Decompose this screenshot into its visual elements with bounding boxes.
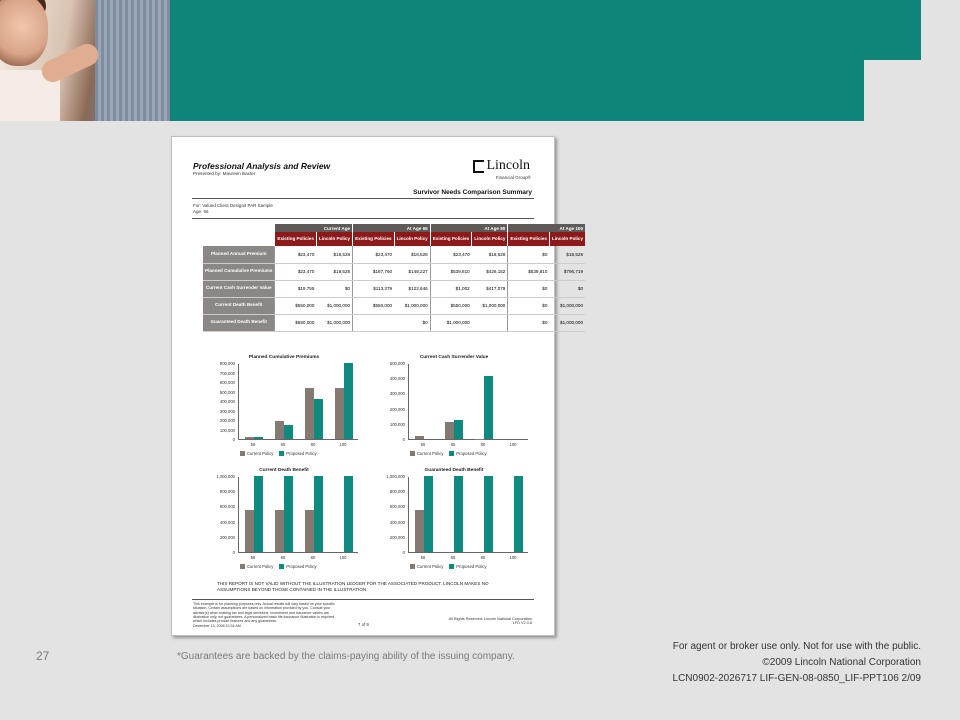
table-corner [203, 232, 275, 246]
row-label: Planned Annual Premium [203, 246, 275, 263]
lincoln-logo [473, 159, 530, 173]
table-row [203, 297, 585, 314]
table-cell: $0 [508, 246, 550, 263]
divider [192, 599, 534, 600]
table-cell: $1,000,000 [472, 297, 508, 314]
legend-item-current [240, 451, 273, 456]
col-header: Existing Policies [275, 232, 317, 246]
chart-title: Current Cash Surrender Value [419, 355, 489, 360]
y-tick-label: 500,000 [389, 361, 405, 366]
bar-current-policy [445, 422, 454, 439]
header-band-extension [864, 0, 921, 60]
table-cell: $0 [508, 280, 550, 297]
legend-swatch-current [410, 564, 415, 569]
y-tick-label: 400,000 [219, 399, 235, 404]
plot-area [408, 364, 528, 440]
x-tick-label: 80 [310, 442, 316, 447]
presented-by: Presented by: Maureen Baxter [193, 171, 256, 176]
bar-current-policy [275, 510, 284, 552]
x-tick-label: 65 [280, 442, 286, 447]
bar-current-policy [245, 437, 254, 439]
y-tick-label: 0 [402, 550, 405, 555]
y-tick-label: 400,000 [389, 376, 405, 382]
y-tick-label: 400,000 [219, 519, 235, 525]
table-cell: $539,810 [508, 263, 550, 280]
bar-current-policy [305, 388, 314, 439]
bar-proposed-policy [254, 437, 263, 439]
divider [192, 218, 534, 219]
legend-item-proposed [279, 564, 316, 569]
x-tick-label: 56 [250, 555, 256, 560]
table-cell: $19,755 [275, 280, 317, 297]
bar-proposed-policy [454, 476, 463, 552]
table-body [203, 246, 585, 331]
bar-chart [372, 355, 536, 469]
bar-proposed-policy [424, 476, 433, 552]
table-cell: $550,000 [430, 297, 472, 314]
y-tick-label: 0 [402, 437, 405, 442]
x-tick-label: 100 [509, 442, 517, 447]
y-tick-label: 100,000 [219, 427, 235, 433]
fine-print [193, 602, 343, 628]
plot-area [238, 364, 358, 440]
group-header: At Age 100 [508, 224, 585, 232]
chart-legend [240, 564, 317, 569]
table-cell: $0 [508, 297, 550, 314]
table-corner [203, 224, 275, 232]
col-header: Lincoln Policy [549, 232, 585, 246]
y-tick-label: 1,000,000 [386, 474, 405, 479]
bar-proposed-policy [484, 476, 493, 552]
bar-chart [202, 468, 366, 582]
bar-proposed-policy [514, 476, 523, 552]
table-cell: $23,470 [430, 246, 472, 263]
legend-swatch-current [240, 564, 245, 569]
y-tick-label: 0 [232, 550, 235, 555]
table-row [203, 263, 585, 280]
col-header: Lincoln Policy [316, 232, 352, 246]
legal-line-1: For agent or broker use only. Not for use with the public. [672, 641, 921, 652]
bar-chart [372, 468, 536, 582]
bar-proposed-policy [284, 425, 293, 439]
legend-item-current [410, 451, 443, 456]
rights-code: LFD V2.0.8 [512, 621, 532, 625]
y-tick-label: 300,000 [219, 408, 235, 414]
y-tick-label: 200,000 [389, 534, 405, 540]
y-tick-label: 800,000 [219, 489, 235, 495]
header-photo [0, 0, 170, 121]
y-tick-label: 600,000 [219, 380, 235, 385]
x-tick-label: 100 [339, 555, 347, 560]
lincoln-logo-mark-icon [473, 160, 484, 173]
bar-current-policy [275, 421, 284, 439]
y-tick-label: 600,000 [219, 504, 235, 510]
report-page [171, 136, 584, 636]
lincoln-logo-name: Lincoln [486, 158, 530, 173]
row-label: Planned Cumulative Premiums [203, 263, 275, 280]
col-header: Existing Policies [508, 232, 550, 246]
table-cell: $539,810 [430, 263, 472, 280]
row-label: Guaranteed Death Benefit [203, 314, 275, 331]
y-tick-label: 800,000 [219, 361, 235, 366]
x-tick-label: 100 [339, 442, 347, 447]
legend-label-proposed: Proposed Policy [286, 564, 317, 569]
bar-proposed-policy [314, 399, 323, 439]
bar-current-policy [245, 510, 254, 552]
table-cell: $0 [394, 314, 430, 331]
legend-item-current [240, 564, 273, 569]
table-cell: $23,470 [275, 263, 317, 280]
table-row [203, 314, 585, 331]
legend-label-current: Current Policy [247, 564, 274, 569]
for-line: For: Valued Client Designit PAR Sample [193, 203, 273, 208]
table-cell: $550,000 [275, 314, 317, 331]
table-cell: $417,079 [472, 280, 508, 297]
table-cell: $1,002 [430, 280, 472, 297]
y-tick-label: 600,000 [389, 504, 405, 510]
row-label: Current Cash Surrender Value [203, 280, 275, 297]
chart-title: Guaranteed Death Benefit [424, 468, 484, 473]
table-cell: $1,000,000 [316, 297, 352, 314]
legal-line-3: LCN0902-2026717 LIF-GEN-08-0850_LIF-PPT106 2/09 [672, 673, 921, 684]
legend-label-current: Current Policy [417, 564, 444, 569]
legend-item-current [410, 564, 443, 569]
legend-label-proposed: Proposed Policy [456, 564, 487, 569]
x-tick-label: 56 [420, 442, 426, 447]
rights-notice [449, 617, 532, 625]
table-cell: $18,528 [316, 246, 352, 263]
table-cell: $0 [316, 280, 352, 297]
legend-label-current: Current Policy [247, 451, 274, 456]
guarantee-note: *Guarantees are backed by the claims-paying ability of the issuing company. [177, 651, 515, 662]
table-cell: $1,000,000 [430, 314, 472, 331]
y-tick-label: 800,000 [389, 489, 405, 495]
legend-swatch-proposed [449, 451, 454, 456]
legend-swatch-current [240, 451, 245, 456]
x-tick-label: 100 [509, 555, 517, 560]
legend-item-proposed [279, 451, 316, 456]
y-tick-label: 1,000,000 [216, 474, 235, 479]
legend-swatch-proposed [279, 451, 284, 456]
bar-proposed-policy [284, 476, 293, 552]
x-tick-label: 80 [480, 555, 486, 560]
table-cell: $18,528 [394, 246, 430, 263]
page-indicator: 7 of 9 [358, 622, 369, 627]
table-row [203, 246, 585, 263]
group-header: At Age 65 [353, 224, 431, 232]
plot-area [408, 477, 528, 553]
bar-chart [202, 355, 366, 469]
bar-proposed-policy [344, 476, 353, 552]
legend-swatch-proposed [449, 564, 454, 569]
x-tick-label: 65 [450, 442, 456, 447]
x-tick-label: 56 [420, 555, 426, 560]
photo-arm [38, 40, 102, 85]
legend-label-current: Current Policy [417, 451, 444, 456]
legend-item-proposed [449, 564, 486, 569]
table-cell: $0 [549, 280, 585, 297]
table-row [203, 280, 585, 297]
bar-current-policy [335, 388, 344, 439]
x-tick-label: 56 [250, 442, 256, 447]
y-tick-label: 200,000 [389, 406, 405, 412]
table-cell: $18,528 [549, 246, 585, 263]
age-line: Age: 56 [193, 209, 209, 214]
fine-print-date: December 15, 2008 12:34 AM [193, 623, 241, 628]
chart-legend [240, 451, 317, 456]
x-tick-label: 65 [280, 555, 286, 560]
group-header: Current Age [275, 224, 353, 232]
y-tick-label: 100,000 [389, 421, 405, 427]
legend-swatch-current [410, 451, 415, 456]
bar-proposed-policy [254, 476, 263, 552]
table-cell: $18,528 [472, 246, 508, 263]
report-title: Professional Analysis and Review [193, 161, 331, 171]
chart-legend [410, 451, 487, 456]
y-tick-label: 700,000 [219, 370, 235, 376]
x-tick-label: 80 [310, 555, 316, 560]
col-header: Lincoln Policy [472, 232, 508, 246]
row-label: Current Death Benefit [203, 297, 275, 314]
table-cell [472, 314, 508, 331]
legal-line-2: ©2009 Lincoln National Corporation [762, 657, 921, 668]
group-header: At Age 80 [430, 224, 508, 232]
legal-notice [673, 639, 921, 687]
legend-label-proposed: Proposed Policy [286, 451, 317, 456]
summary-table [203, 224, 585, 332]
table-cell: $0 [508, 314, 550, 331]
photo-face [0, 0, 48, 66]
y-tick-label: 500,000 [219, 389, 235, 395]
table-cell: $23,470 [353, 246, 395, 263]
table-cell: $1,000,000 [316, 314, 352, 331]
y-tick-label: 0 [232, 437, 235, 442]
bar-current-policy [305, 510, 314, 552]
table-cell: $796,719 [549, 263, 585, 280]
chart-title: Current Death Benefit [259, 468, 309, 473]
fine-print-text: This example is for planning purposes only. Actual results will vary based on your specific situation. Certain assumptions are based on information provided by you. Consult your advisor(s) when making tax and legal decisions. Investment and insurance values are illustrative only, not guarantees. A personalized basic life insurance illustration is required which includes product features and any guarantees. [193, 602, 335, 624]
y-tick-label: 300,000 [389, 391, 405, 397]
bar-current-policy [415, 436, 424, 439]
chart-legend [410, 564, 487, 569]
legend-swatch-proposed [279, 564, 284, 569]
bar-proposed-policy [314, 476, 323, 552]
table-cell: $122,646 [394, 280, 430, 297]
y-tick-label: 400,000 [389, 519, 405, 525]
table-cell: $550,000 [353, 297, 395, 314]
col-header: Existing Policies [430, 232, 472, 246]
slide-number: 27 [36, 649, 50, 663]
table-cell: $550,000 [275, 297, 317, 314]
table-cell: $18,528 [316, 263, 352, 280]
x-tick-label: 80 [480, 442, 486, 447]
report-heading: Survivor Needs Comparison Summary [413, 189, 532, 196]
table-cell: $1,000,000 [549, 314, 585, 331]
bar-proposed-policy [454, 420, 463, 439]
y-tick-label: 200,000 [219, 418, 235, 423]
bar-current-policy [415, 510, 424, 552]
table-cell: $1,000,000 [394, 297, 430, 314]
bar-proposed-policy [344, 363, 353, 439]
divider [192, 198, 534, 199]
bar-proposed-policy [484, 376, 493, 439]
rights-text: All Rights Reserved. Lincoln National Corporation [448, 617, 532, 621]
table-cell: $113,379 [353, 280, 395, 297]
legend-label-proposed: Proposed Policy [456, 451, 487, 456]
legend-item-proposed [449, 451, 486, 456]
y-tick-label: 200,000 [219, 534, 235, 540]
table-cell [353, 314, 395, 331]
table-cell: $1,000,000 [549, 297, 585, 314]
table-cell: $148,227 [394, 263, 430, 280]
header-band [170, 0, 864, 121]
col-header: Existing Policies [353, 232, 395, 246]
disclaimer: THIS REPORT IS NOT VALID WITHOUT THE ILLUSTRATION LEDGER FOR THE ASSOCIATED PRODUCT. LINCOLN MAKES NO ASSUMPTIONS BEYOND THOSE CONTAINED IN THE ILLUSTRATION. [217, 581, 489, 592]
photo-fabric [95, 0, 170, 121]
plot-area [238, 477, 358, 553]
lincoln-logo-sub: Financial Group® [495, 175, 531, 180]
table-cell: $23,470 [275, 246, 317, 263]
chart-title: Planned Cumulative Premiums [248, 355, 320, 360]
table-cell: $187,760 [353, 263, 395, 280]
x-tick-label: 65 [450, 555, 456, 560]
col-header: Lincoln Policy [394, 232, 430, 246]
table-cell: $426,152 [472, 263, 508, 280]
